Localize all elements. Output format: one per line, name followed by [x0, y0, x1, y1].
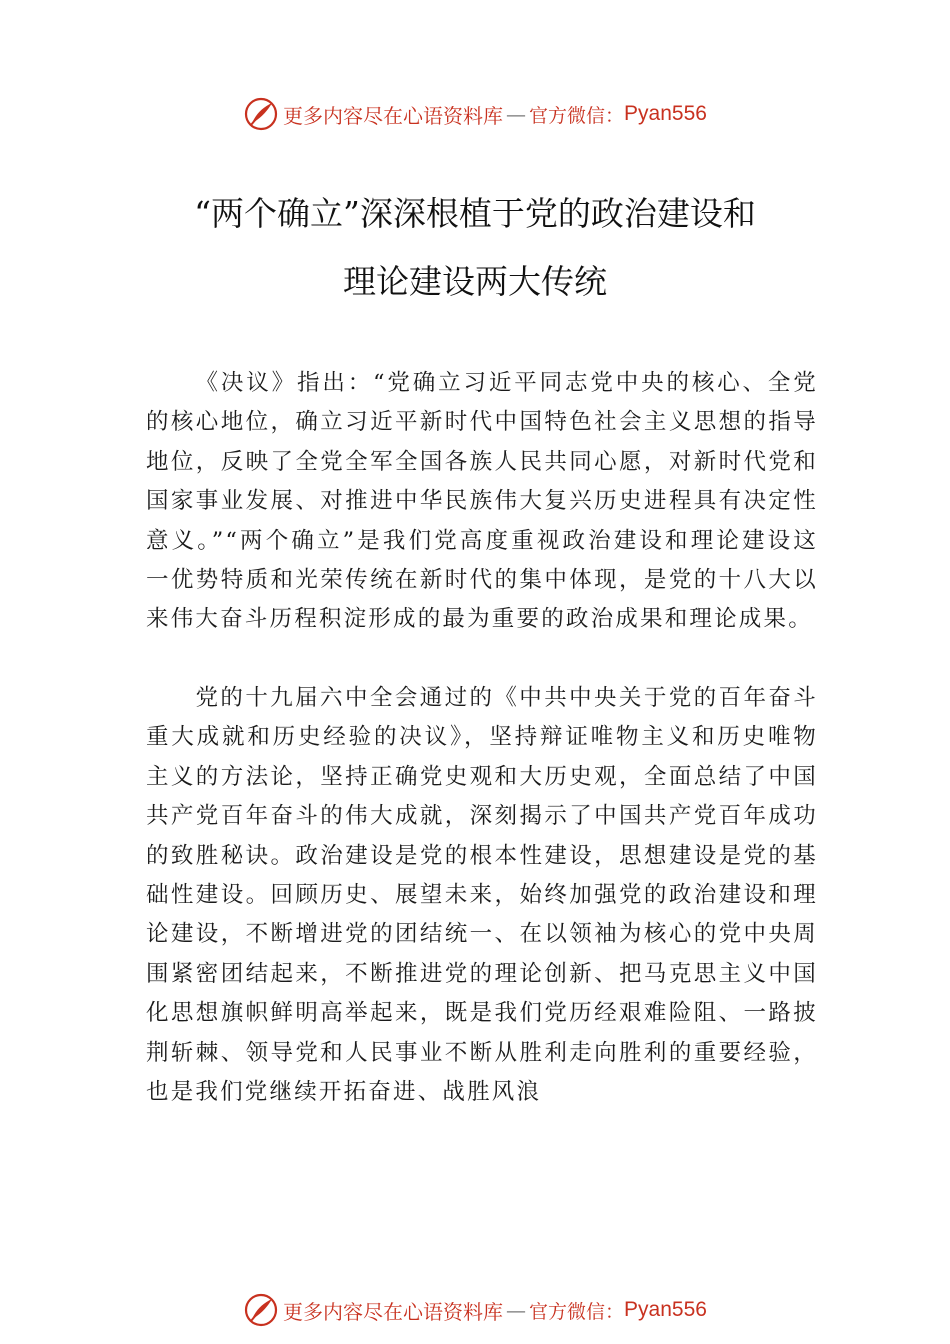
- watermark-wechat-id: Pyan556: [624, 1298, 707, 1321]
- paragraph-1: 《决议》指出：“党确立习近平同志党中央的核心、全党的核心地位，确立习近平新时代中国特色社会主义思想的指导地位，反映了全党全军全国各族人民共同心愿，对新时代党和国家事业发展、对推进中华民族伟大复兴历史进程具有决定性意义。”“两个确立”是我们党高度重视政治建设和理论建设这一优势特质和光荣传统在新时代的集中体现，是党的十八大以来伟大奋斗历程积淀形成的最为重要的政治成果和理论成果。: [146, 370, 818, 633]
- watermark-main-text: 更多内容尽在心语资料库: [283, 103, 504, 128]
- header-watermark: [0, 94, 950, 134]
- quill-logo-icon: [243, 96, 279, 132]
- watermark-separator: —: [506, 102, 527, 126]
- footer-watermark: [0, 1290, 950, 1330]
- watermark-wechat-id: Pyan556: [624, 102, 707, 125]
- document-title: [0, 180, 950, 316]
- paragraph-2: 党的十九届六中全会通过的《中共中央关于党的百年奋斗重大成就和历史经验的决议》，坚持辩证唯物主义和历史唯物主义的方法论，坚持正确党史观和大历史观，全面总结了中国共产党百年奋斗的伟大成就，深刻揭示了中国共产党百年成功的致胜秘诀。政治建设是党的根本性建设，思想建设是党的基础性建设。回顾历史、展望未来，始终加强党的政治建设和理论建设，不断增进党的团结统一、在以领袖为核心的党中央周围紧密团结起来，不断推进党的理论创新、把马克思主义中国化思想旗帜鲜明高举起来，既是我们党历经艰难险阻、一路披荆斩棘、领导党和人民事业不断从胜利走向胜利的重要经验，也是我们党继续开拓奋进、战胜风浪: [146, 685, 818, 1106]
- title-line-2: 理论建设两大传统: [343, 262, 607, 301]
- watermark-main-text: 更多内容尽在心语资料库: [283, 1299, 504, 1324]
- watermark-official-label: 官方微信：: [529, 1300, 625, 1323]
- watermark-separator: —: [506, 1298, 527, 1322]
- quill-logo-icon: [243, 1292, 279, 1328]
- watermark-official-label: 官方微信：: [529, 104, 625, 127]
- title-line-1: “两个确立”深深根植于党的政治建设和: [194, 194, 756, 233]
